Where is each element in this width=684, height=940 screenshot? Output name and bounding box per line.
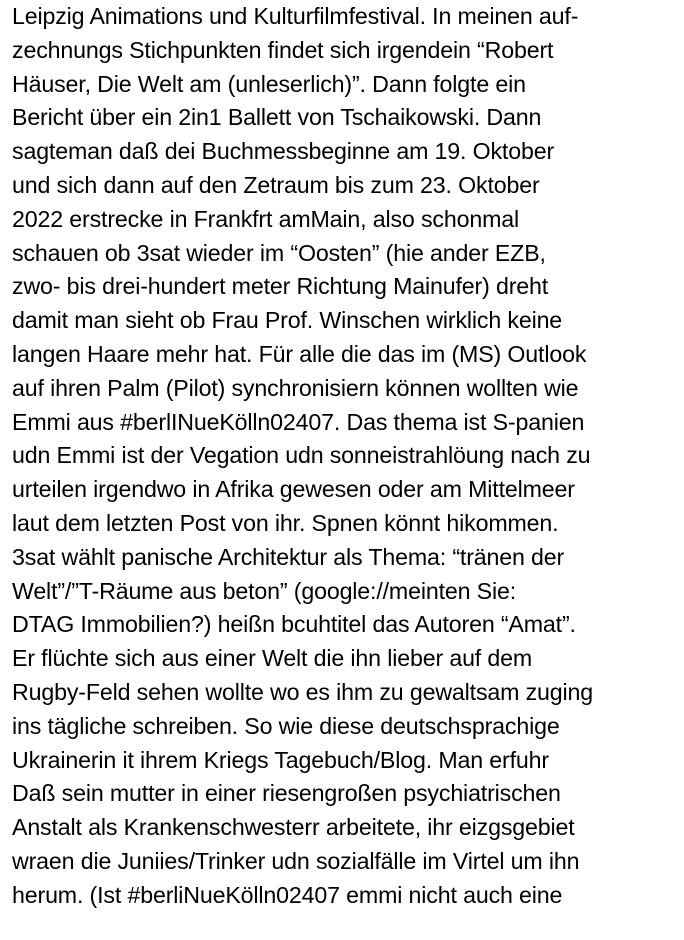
text-line-4: Bericht über ein 2in1 Ballett von Tschaikowski. Dann xyxy=(12,104,542,131)
text-line-26: wraen die Juniies/Trinker udn sozialfälle im Virtel um ihn xyxy=(12,847,580,874)
text-line-10: damit man sieht ob Frau Prof. Winschen wirklich keine xyxy=(12,307,563,334)
text-line-7: 2022 erstrecke in Frankfrt amMain, also schonmal xyxy=(12,205,520,232)
document-body-text xyxy=(12,0,680,913)
text-line-24: Daß sein mutter in einer riesengroßen psychiatrischen xyxy=(12,780,561,807)
text-line-27: herum. (Ist #berliNueKölln02407 emmi nicht auch eine xyxy=(12,881,563,908)
text-line-14: udn Emmi ist der Vegation udn sonneistrahlöung nach zu xyxy=(12,442,591,469)
text-line-18: Welt”/”T-Räume aus beton” (google://meinten Sie: xyxy=(12,577,517,604)
text-line-21: Rugby-Feld sehen wollte wo es ihm zu gewaltsam zuging xyxy=(12,678,594,705)
text-line-16: laut dem letzten Post von ihr. Spnen könnt hikommen. xyxy=(12,509,559,536)
text-line-20: Er flüchte sich aus einer Welt die ihn lieber auf dem xyxy=(12,645,533,672)
text-line-11: langen Haare mehr hat. Für alle die das im (MS) Outlook xyxy=(12,340,587,367)
text-line-5: sagteman daß dei Buchmessbeginne am 19. Oktober xyxy=(12,138,555,165)
text-line-22: ins tägliche schreiben. So wie diese deutschsprachige xyxy=(12,712,560,739)
text-line-3: Häuser, Die Welt am (unleserlich)”. Dann folgte ein xyxy=(12,70,526,97)
text-line-15: urteilen irgendwo in Afrika gewesen oder am Mittelmeer xyxy=(12,476,575,503)
text-line-9: zwo- bis drei-hundert meter Richtung Mainufer) dreht xyxy=(12,273,549,300)
text-line-23: Ukrainerin it ihrem Kriegs Tagebuch/Blog. Man erfuhr xyxy=(12,746,549,773)
text-line-2: zechnungs Stichpunkten findet sich irgendein “Robert xyxy=(12,36,554,63)
text-line-12: auf ihren Palm (Pilot) synchronisiern können wollten wie xyxy=(12,374,579,401)
text-line-19: DTAG Immobilien?) heißn bcuhtitel das Autoren “Amat”. xyxy=(12,611,576,638)
text-line-13: Emmi aus #berlINueKölln02407. Das thema ist S-panien xyxy=(12,408,585,435)
text-line-8: schauen ob 3sat wieder im “Oosten” (hie ander EZB, xyxy=(12,239,546,266)
text-line-17: 3sat wählt panische Architektur als Thema: “tränen der xyxy=(12,543,565,570)
text-line-1: Leipzig Animations und Kulturfilmfestival. In meinen auf- xyxy=(12,3,579,29)
text-line-6: und sich dann auf den Zetraum bis zum 23. Oktober xyxy=(12,171,540,198)
text-line-25: Anstalt als Krankenschwesterr arbeitete, ihr eizgsgebiet xyxy=(12,814,575,841)
